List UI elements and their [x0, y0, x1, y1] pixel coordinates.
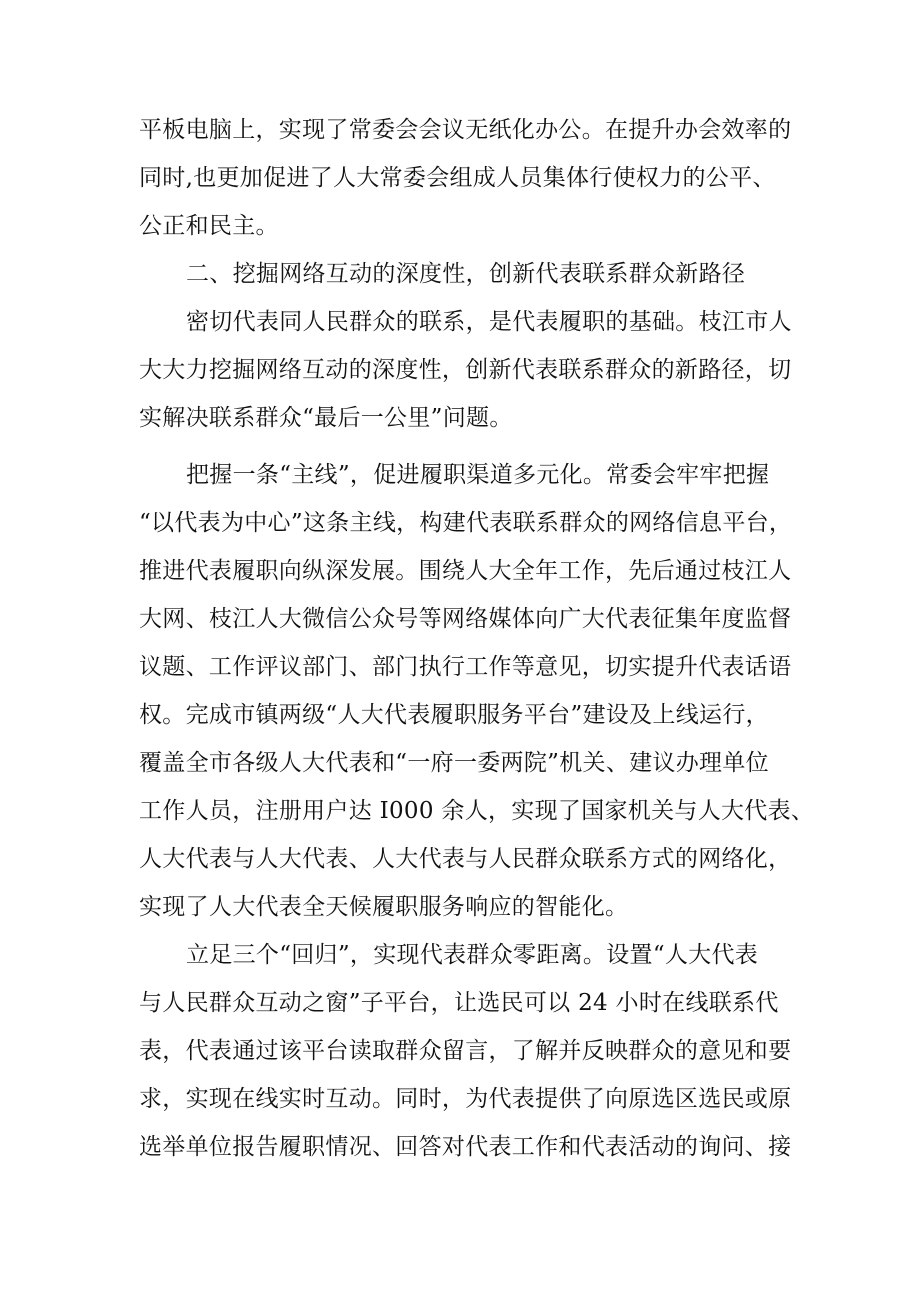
text-line: 工作人员，注册用户达 I000 余人，实现了国家机关与人大代表、	[139, 798, 815, 824]
text-line: 把握一条“主线”，促进履职渠道多元化。常委会牢牢把握	[186, 462, 770, 488]
text-line: 推进代表履职向纵深发展。围绕人大全年工作，先后通过枝江人	[139, 558, 792, 584]
text-line: 密切代表同人民群众的联系，是代表履职的基础。枝江市人	[186, 309, 792, 335]
text-line: 选举单位报告履职情况、回答对代表工作和代表活动的询问、接	[139, 1134, 792, 1160]
text-line: 表，代表通过该平台读取群众留言，了解并反映群众的意见和要	[139, 1038, 792, 1064]
text-line: 同时,也更加促进了人大常委会组成人员集体行使权力的公平、	[139, 165, 776, 191]
text-line: 大大力挖掘网络互动的深度性，创新代表联系群众的新路径，切	[139, 357, 792, 383]
text-line: 大网、枝江人大微信公众号等网络媒体向广大代表征集年度监督	[139, 606, 792, 632]
text-line: 实解决联系群众“最后一公里”问题。	[139, 405, 513, 431]
text-line: 实现了人大代表全天候履职服务响应的智能化。	[139, 894, 629, 920]
text-line: 公正和民主。	[139, 213, 279, 239]
text-line: 议题、工作评议部门、部门执行工作等意见，切实提升代表话语	[139, 654, 792, 680]
text-line: “以代表为中心”这条主线，构建代表联系群众的网络信息平台，	[139, 510, 793, 536]
text-line: 人大代表与人大代表、人大代表与人民群众联系方式的网络化，	[139, 846, 792, 872]
section-heading: 二、挖掘网络互动的深度性，创新代表联系群众新路径	[186, 261, 746, 287]
text-line: 与人民群众互动之窗”子平台，让选民可以 24 小时在线联系代	[139, 990, 779, 1016]
text-line: 覆盖全市各级人大代表和“一府一委两院”机关、建议办理单位	[139, 750, 769, 776]
text-line: 平板电脑上，实现了常委会会议无纸化办公。在提升办会效率的	[139, 117, 792, 143]
text-line: 求，实现在线实时互动。同时，为代表提供了向原选区选民或原	[139, 1086, 792, 1112]
text-line: 立足三个“回归”，实现代表群众零距离。设置“人大代表	[186, 942, 759, 968]
text-line: 权。完成市镇两级“人大代表履职服务平台”建设及上线运行，	[139, 702, 769, 728]
